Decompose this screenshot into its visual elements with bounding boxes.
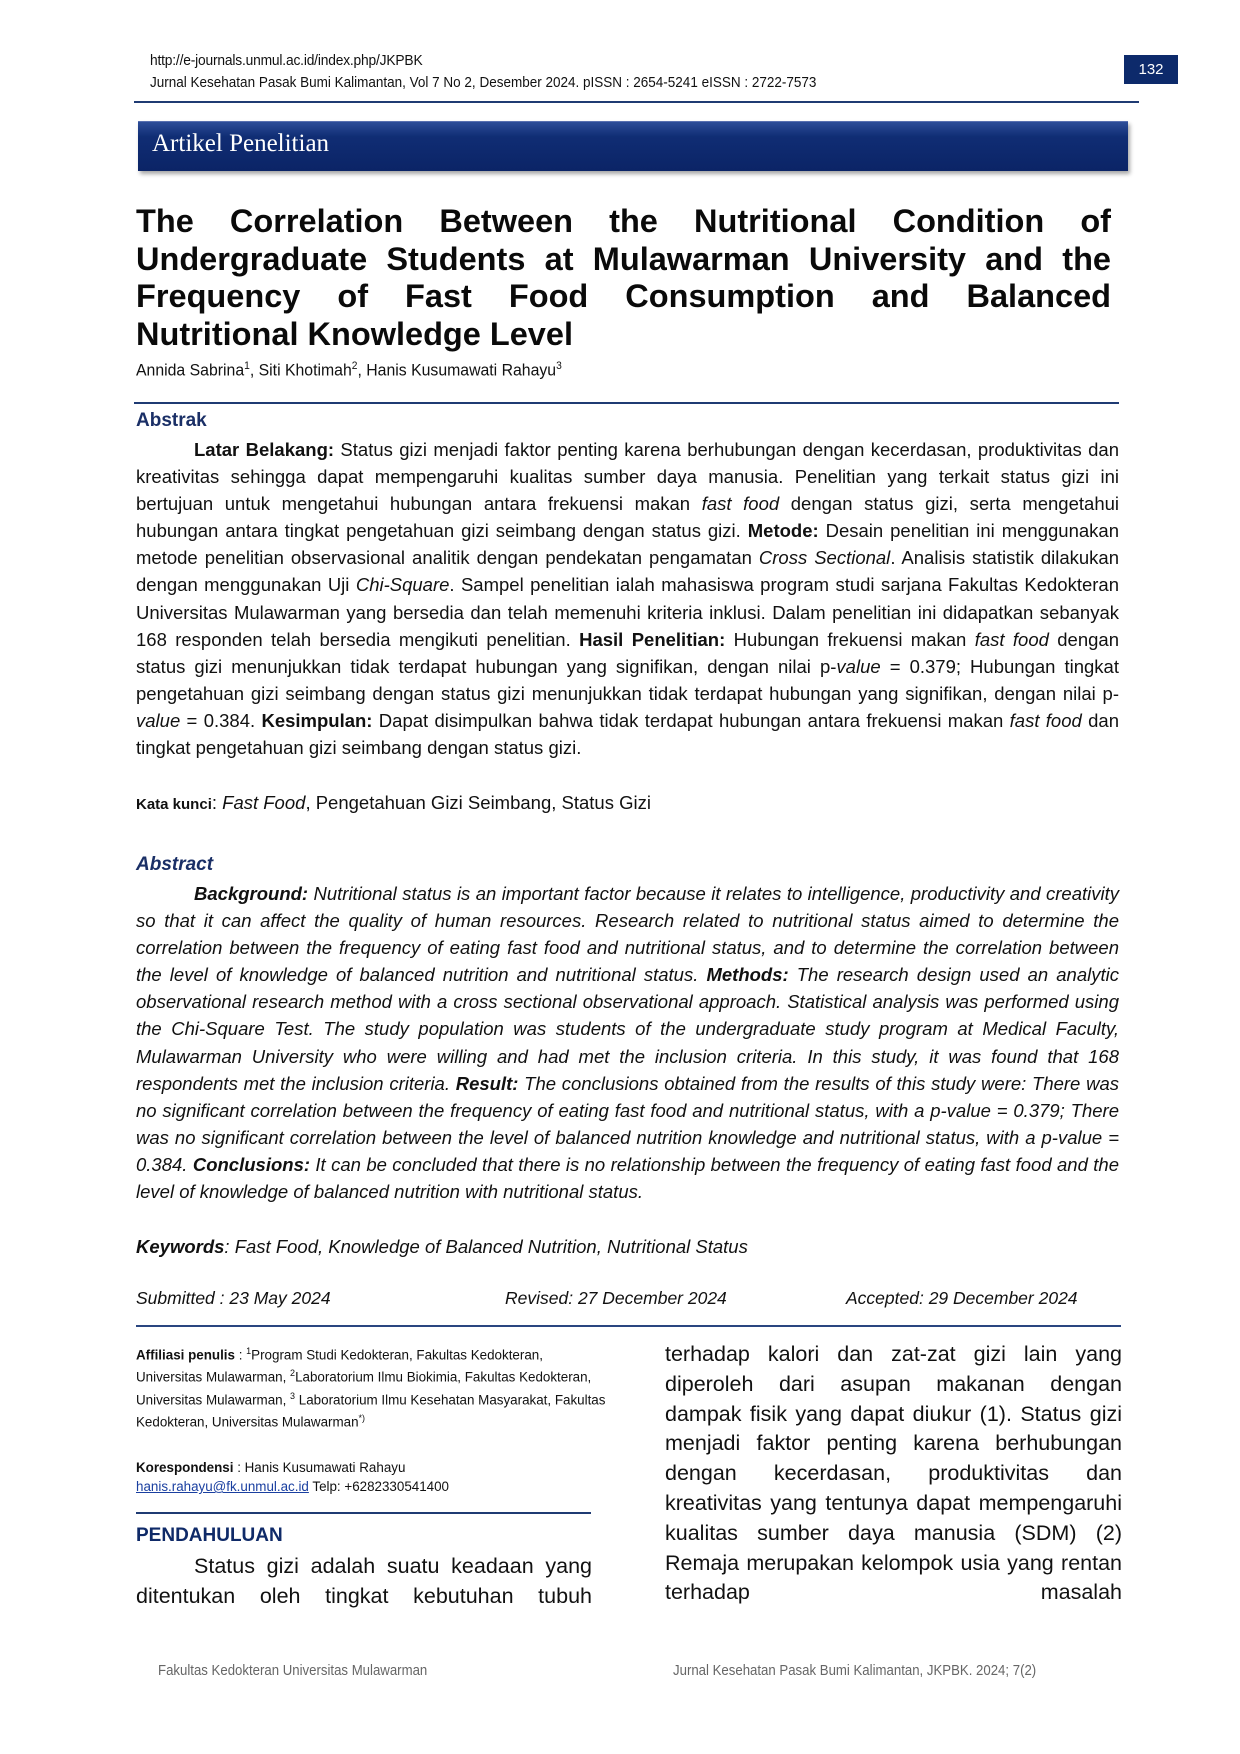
author-name: Annida Sabrina [136,360,245,380]
affiliation-label: Affiliasi penulis [136,1347,235,1363]
keywords [136,1236,748,1258]
abstrak-body [136,436,1119,761]
abstract-text: It can be concluded that there is no relationship between the frequency of eating fast food and the level of knowledge of balanced nutrition with nutritional status. [136,1153,1119,1203]
abstrak-term: fast food [974,628,1049,650]
abstrak-text: = 0.379; Hubungan tingkat pengetahuan gizi seimbang dengan status gizi menunjukkan tidak terdapat hubungan yang signifikan, dengan nilai p- [136,655,1119,704]
abstrak-term: Chi-Square [355,574,450,596]
kata-kunci-colon: : [211,792,223,813]
submitted-date: Submitted : 23 May 2024 [136,1288,331,1308]
intro-text: Status gizi adalah suatu keadaan yang ditentukan oleh tingkat kebutuhan tubuh [136,1554,592,1608]
keywords-label: Keywords [136,1236,225,1257]
author-affiliation [136,1342,606,1432]
header-divider [134,101,1139,103]
footer-citation: Jurnal Kesehatan Pasak Bumi Kalimantan, JKPBK. 2024; 7(2) [673,1662,1037,1679]
abstrak-text: Hubungan frekuensi makan [725,628,975,650]
kesimpulan-label: Kesimpulan: [261,709,373,731]
abstrak-term: fast food [1009,709,1082,731]
abstrak-heading: Abstrak [136,410,207,431]
author-list [136,360,562,381]
abstract-text: The conclusions obtained from the results of this study were: There was no significant correlation between the frequency of eating fast food and nutritional status, with a p-value = 0.379; There was no significant correlation between the level of balanced nutrition knowledge and nutritional status, with a p-value = 0.384. [136,1072,1119,1175]
metode-label: Metode: [747,520,819,542]
abstrak-term: value [136,709,181,731]
correspondence-colon: : [233,1460,245,1475]
abstrak-text: dan tingkat pengetahuan gizi seimbang dengan status gizi. [136,709,1119,759]
author-name: Siti Khotimah [258,360,352,380]
dates-divider [136,1325,1121,1327]
abstract-body [136,880,1119,1205]
methods-label: Methods: [706,964,789,986]
correspondence-email-link[interactable]: hanis.rahayu@fk.unmul.ac.id [136,1479,309,1494]
abstrak-text: dengan status gizi, serta mengetahui hubungan antara tingkat pengetahuan gizi seimbang dengan status gizi. [136,493,1120,542]
title-divider [134,402,1119,404]
footer-faculty: Fakultas Kedokteran Universitas Mulawarman [158,1662,428,1679]
abstract-heading: Abstract [136,854,214,875]
affil-index: 1 [246,1346,252,1356]
journal-citation: Jurnal Kesehatan Pasak Bumi Kalimantan, Vol 7 No 2, Desember 2024. pISSN : 2654-5241 eISSN : 2722-7573 [150,74,817,91]
affiliation-text: Laboratorium Ilmu Biokimia, Fakultas Kedokteran, Universitas Mulawarman, [136,1369,592,1408]
revised-date: Revised: 27 December 2024 [505,1288,727,1308]
article-title: The Correlation Between the Nutritional Condition of Undergraduate Students at Mulawarman University and the Frequency of Fast Food Consumption and Balanced Nutritional Knowledge Level [136,203,1111,352]
result-label: Result: [455,1072,519,1094]
affil-index: *) [358,1413,366,1424]
correspondence-phone: Telp: +6282330541400 [308,1479,450,1494]
intro-left-column [136,1552,592,1611]
abstrak-term: value [836,655,881,677]
abstrak-term: fast food [701,493,780,515]
author-separator: , [357,360,367,380]
hasil-label: Hasil Penelitian: [579,628,726,650]
abstract-text: Nutritional status is an important factor because it relates to intelligence, productivity and creativity so that it can affect the quality of human resources. Research related to nutritional status aimed to determine the correlation between the frequency of eating fast food and nutritional status, and to determine the correlation between the level of knowledge of balanced nutrition and nutritional status. [136,883,1119,986]
correspondence [136,1458,606,1496]
latar-label: Latar Belakang: [194,439,335,460]
correspondence-divider [136,1512,591,1514]
background-label: Background: [194,883,309,904]
intro-right-column: terhadap kalori dan zat-zat gizi lain yang diperoleh dari asupan makanan dengan dampak fisik yang dapat diukur (1). Status gizi menjadi faktor penting karena berhubungan dengan kecerdasan, produktivitas dan kreativitas yang tentunya dapat mempengaruhi kualitas sumber daya manusia (SDM) (2) Remaja merupakan kelompok usia yang rentan terhadap masalah [665,1342,1122,1605]
abstrak-text: Dapat disimpulkan bahwa tidak terdapat hubungan antara frekuensi makan [372,709,1010,731]
abstract-text: The research design used an analytic observational research method with a cross sectional observational approach. Statistical analysis was performed using the Chi-Square Test. The study population was students of the undergraduate study program at Medical Faculty, Mulawarman University who were willing and had met the inclusion criteria. In this study, it was found that 168 respondents met the inclusion criteria. [136,964,1119,1094]
accepted-date: Accepted: 29 December 2024 [846,1288,1078,1308]
abstrak-text: dengan status gizi menunjukkan tidak terdapat hubungan yang signifikan, dengan nilai p- [136,628,1120,677]
abstrak-text: Status gizi menjadi faktor penting karena berhubungan dengan kecerdasan, produktivitas dan kreativitas sehingga dapat mempengaruhi kualitas sumber daya manusia. Penelitian yang terkait status gizi ini bertujuan untuk mengetahui hubungan antara frekuensi makan [136,439,1119,515]
affiliation-colon: : [234,1347,247,1363]
affil-index: 2 [290,1368,296,1379]
author-affil-index: 3 [556,360,562,372]
page-number-badge [1124,55,1178,84]
affil-index: 3 [290,1390,296,1401]
abstrak-text: Desain penelitian ini menggunakan metode penelitian observasional analitik dengan pendekatan pengamatan [136,520,1119,569]
author-separator: , [249,360,259,380]
affiliation-text: Laboratorium Ilmu Kesehatan Masyarakat, Fakultas Kedokteran, Universitas Mulawarman [136,1392,606,1430]
keywords-text: : Fast Food, Knowledge of Balanced Nutrition, Nutritional Status [224,1236,748,1257]
kata-kunci-term: Fast Food [222,792,306,813]
journal-url: http://e-journals.unmul.ac.id/index.php/JKPBK [150,52,423,69]
article-type-banner [138,121,1128,171]
affiliation-text: Program Studi Kedokteran, Fakultas Kedokteran, Universitas Mulawarman, [136,1347,543,1385]
author-affil-index: 2 [351,360,358,372]
correspondence-label: Korespondensi [136,1460,234,1475]
abstrak-text: = 0.384. [180,709,262,731]
kata-kunci-label: Kata kunci [136,796,212,813]
author-affil-index: 1 [244,360,250,372]
conclusions-label: Conclusions: [192,1153,311,1175]
article-type-label: Artikel Penelitian [152,130,330,157]
abstrak-text: . Sampel penelitian ialah mahasiswa program studi sarjana Fakultas Kedokteran Universitas Mulawarman yang bersedia dan telah memenuhi kriteria inklusi. Dalam penelitian ini didapatkan sebanyak 168 responden telah bersedia mengikuti penelitian. [136,574,1119,650]
correspondence-name: Hanis Kusumawati Rahayu [244,1460,406,1475]
kata-kunci-text: , Pengetahuan Gizi Seimbang, Status Gizi [305,792,651,813]
section-heading-pendahuluan: PENDAHULUAN [136,1525,283,1546]
abstrak-term: Cross Sectional [758,547,891,569]
author-name: Hanis Kusumawati Rahayu [366,360,557,380]
kata-kunci [136,792,651,814]
abstrak-text: . Analisis statistik dilakukan dengan menggunakan Uji [136,547,1119,596]
page-number: 132 [1138,61,1164,78]
